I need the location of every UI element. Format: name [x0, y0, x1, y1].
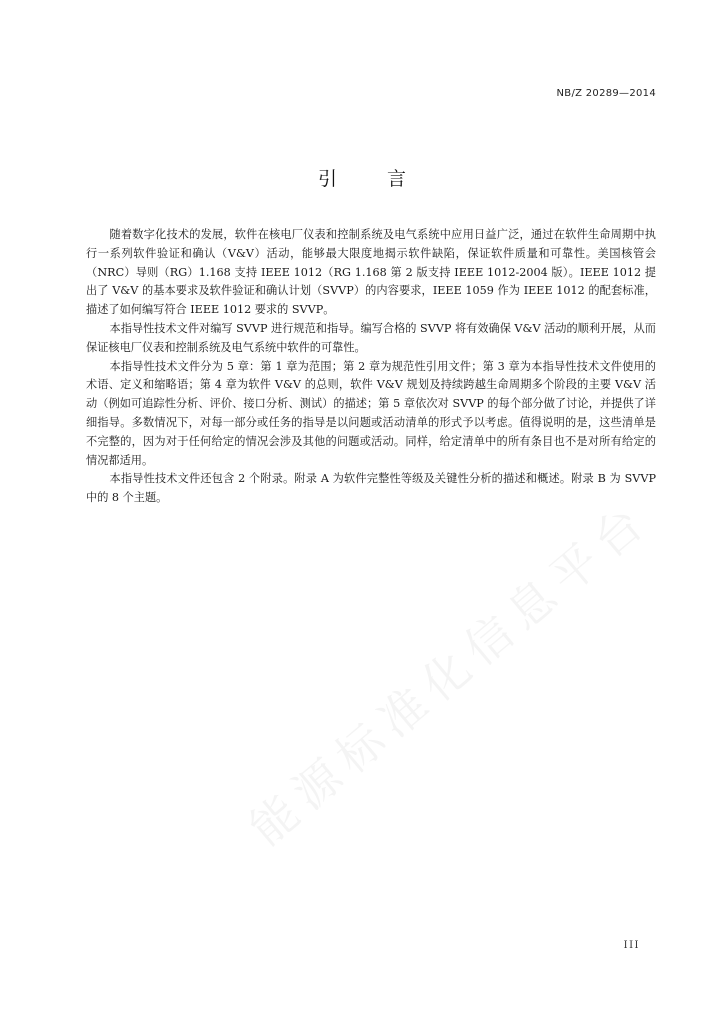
body-text: [86, 226, 656, 508]
watermark: 能源标准化信息平台: [239, 490, 661, 856]
page-title: 引 言: [317, 168, 429, 190]
paragraph: 本指导性技术文件分为 5 章：第 1 章为范围；第 2 章为规范性引用文件；第 3 章为本指导性技术文件使用的术语、定义和缩略语；第 4 章为软件 V&V 的总则，软件 V&V 规划及持续跨越生命周期多个阶段的主要 V&V 活动（例如可追踪性分析、评价、接口分析、测试）的描述；第 5 章依次对 SVVP 的每个部分做了讨论，并提供了详细指导。多数情况下，对每一部分或任务的指导是以问题或活动清单的形式予以考虑。值得说明的是，这些清单是不完整的，因为对于任何给定的情况会涉及其他的问题或活动。同样，给定清单中的所有条目也不是对所有给定的情况都适用。: [86, 359, 656, 467]
paragraph: 本指导性技术文件对编写 SVVP 进行规范和指导。编写合格的 SVVP 将有效确保 V&V 活动的顺利开展，从而保证核电厂仪表和控制系统及电气系统中软件的可靠性。: [86, 321, 656, 354]
page-number: III: [623, 940, 640, 951]
paragraph: 本指导性技术文件还包含 2 个附录。附录 A 为软件完整性等级及关键性分析的描述和概述。附录 B 为 SVVP 中的 8 个主题。: [86, 472, 656, 505]
paragraph: 随着数字化技术的发展，软件在核电厂仪表和控制系统及电气系统中应用日益广泛，通过在软件生命周期中执行一系列软件验证和确认（V&V）活动，能够最大限度地揭示软件缺陷，保证软件质量和可靠性。美国核管会（NRC）导则（RG）1.168 支持 IEEE 1012（RG 1.168 第 2 版支持 IEEE 1012-2004 版）。IEEE 1012 提出了 V&V 的基本要求及软件验证和确认计划（SVVP）的内容要求，IEEE 1059 作为 IEEE 1012 的配套标准，描述了如何编写符合 IEEE 1012 要求的 SVVP。: [86, 228, 656, 317]
document-code: NB/Z 20289—2014: [556, 88, 656, 99]
